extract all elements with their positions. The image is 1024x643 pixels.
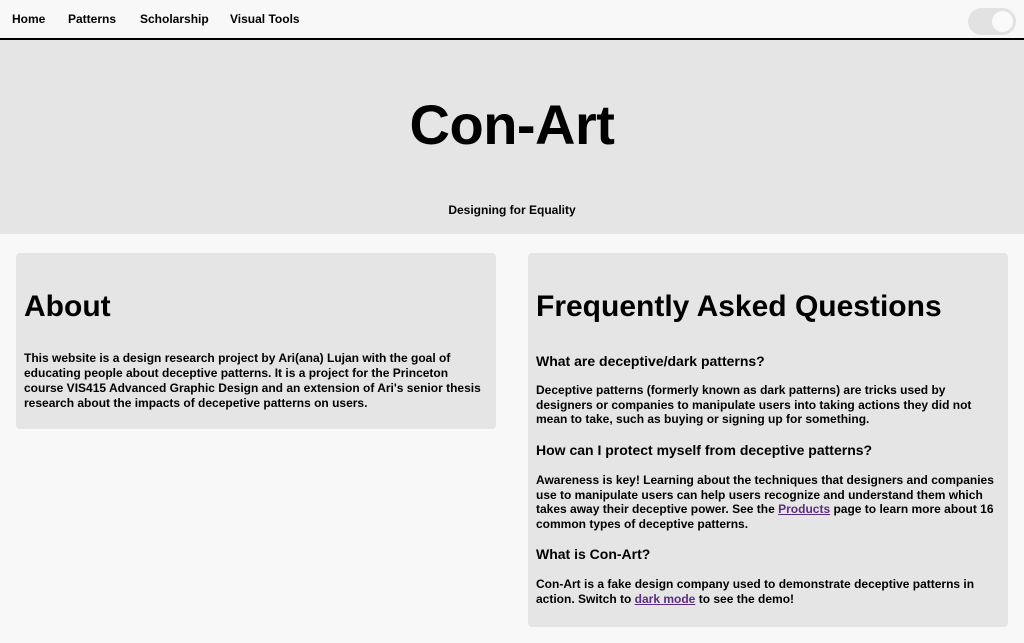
faq-question-1: What are deceptive/dark patterns? — [536, 353, 765, 369]
about-card — [16, 253, 496, 429]
faq-question-2: How can I protect myself from deceptive patterns? — [536, 442, 873, 458]
faq-question-3: What is Con-Art? — [536, 546, 651, 562]
faq-card — [528, 253, 1008, 627]
page-subtitle: Designing for Equality — [448, 203, 576, 217]
dark-mode-link[interactable]: dark mode — [634, 591, 696, 606]
toggle-knob — [992, 11, 1013, 32]
nav-patterns-link[interactable]: Patterns — [68, 12, 117, 26]
faq-answer-2-text: Awareness is key! Learning about the techniques that designers and companies use to manipulate users can help users recognize and understand them which takes away their deceptive power. See the — [536, 473, 994, 517]
faq-answer-3-text-end: to see the demo! — [695, 591, 795, 606]
faq-answer-3 — [536, 577, 1000, 606]
nav-visual-tools-link[interactable]: Visual Tools — [230, 12, 300, 26]
faq-answer-2-text-end: page to learn more about 16 common types of deceptive patterns. — [536, 502, 994, 531]
faq-heading: Frequently Asked Questions — [536, 290, 942, 323]
about-text: This website is a design research project by Ari(ana) Lujan with the goal of educating people about deceptive patterns. It is a project for the Princeton course VIS415 Advanced Graphic Design and an extension of Ari's senior thesis research about the impacts of decepetive patterns on users. — [24, 351, 481, 410]
about-heading: About — [24, 290, 111, 323]
nav-home-link[interactable]: Home — [12, 12, 46, 26]
page-title: Con-Art — [409, 93, 615, 156]
faq-answer-2 — [536, 473, 1000, 531]
dark-mode-toggle[interactable] — [968, 8, 1016, 35]
top-navbar — [0, 0, 1024, 40]
nav-scholarship-link[interactable]: Scholarship — [140, 12, 209, 26]
products-link[interactable]: Products — [778, 502, 831, 517]
hero-banner — [0, 40, 1024, 234]
faq-answer-1: Deceptive patterns (formerly known as dark patterns) are tricks used by designers or companies to manipulate users into taking actions they did not mean to take, such as buying or signing up for something. — [536, 383, 972, 427]
faq-answer-3-text: Con-Art is a fake design company used to demonstrate deceptive patterns in action. Switch to — [536, 577, 975, 606]
